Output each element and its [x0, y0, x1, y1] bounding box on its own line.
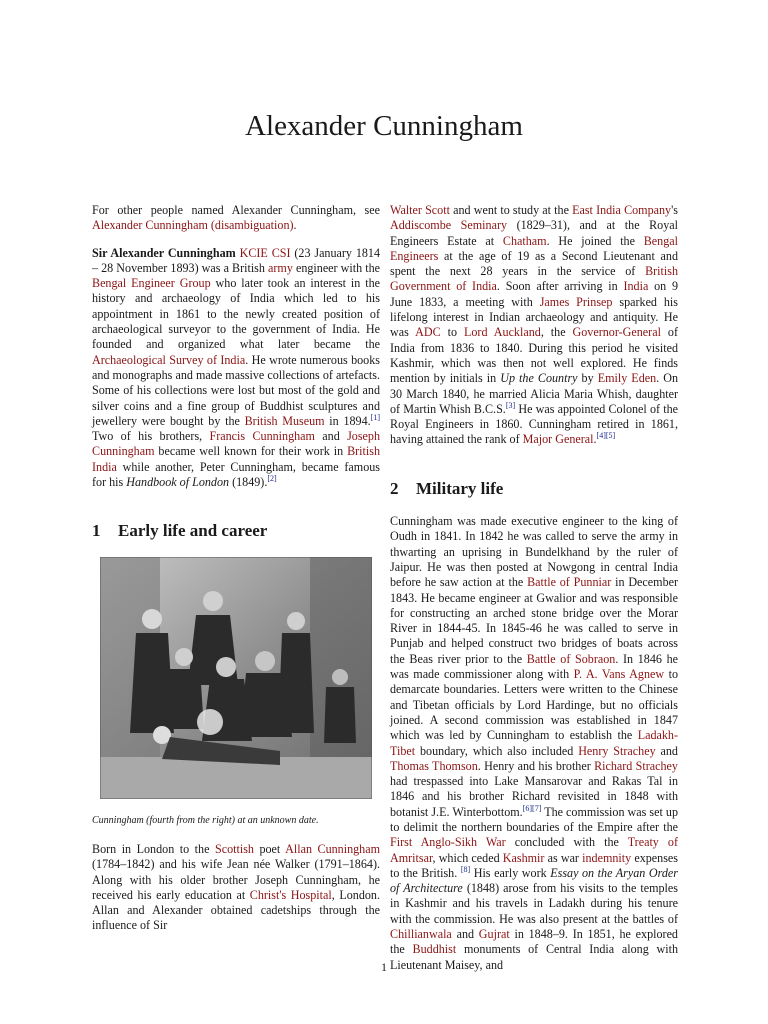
text-run: . Soon after arriving in — [496, 279, 624, 294]
governor-general-link[interactable]: Governor-General — [572, 325, 661, 340]
group-photograph — [100, 557, 372, 799]
east-india-company-link[interactable]: East India Company — [572, 203, 672, 217]
text-run: , which ceded — [432, 850, 503, 865]
text-run: He was appointed Colonel of the Royal Engineers in 1860. Cunningham retired in 1861, having attained the rank of — [390, 401, 678, 447]
british-museum-link[interactable]: British Museum — [244, 413, 325, 428]
british-government-link[interactable]: British Government of India — [390, 264, 678, 294]
reference-1[interactable]: [1] — [370, 412, 380, 422]
vans-agnew-link[interactable]: P. A. Vans Agnew — [573, 667, 665, 682]
hatnote-text: For other people named Alexander Cunningham, see — [92, 203, 380, 217]
text-run: boundary, which also included — [415, 743, 579, 758]
adc-link[interactable]: ADC — [415, 325, 441, 340]
text-run: . He joined the — [546, 233, 644, 248]
text-run: (1849). — [229, 475, 268, 490]
thomas-thomson-link[interactable]: Thomas Thomson — [390, 758, 478, 773]
francis-cunningham-link[interactable]: Francis Cunningham — [209, 429, 315, 444]
text-run: (1829–31), and at the Royal Engineers Estate at — [390, 218, 678, 248]
text-run: (1848) arose from his visits to the temples in Kashmir and his travels in Ladakh during his tenure with the commission. He was also present at the battles of — [390, 881, 678, 926]
text-run: (1784–1842) and his wife Jean née Walker (1791–1864). Along with his older brother Joseph Cunningham, he received his early education at — [92, 857, 380, 902]
text-run: . — [593, 432, 597, 447]
section-heading-military-life — [390, 478, 678, 498]
text-run: (23 January 1814 – 28 November 1893) was a British — [92, 245, 381, 275]
kcie-link[interactable]: KCIE — [239, 245, 268, 260]
indemnity-link[interactable]: indemnity — [582, 850, 632, 865]
text-run: Born in London to the — [92, 841, 215, 856]
chillianwala-link[interactable]: Chillianwala — [390, 927, 452, 942]
page-number: 1 — [381, 960, 387, 974]
text-run: to — [440, 325, 464, 340]
book-title: Handbook of London — [126, 475, 230, 490]
walter-scott-link[interactable]: Walter Scott — [390, 203, 450, 217]
scottish-link[interactable]: Scottish — [214, 841, 254, 856]
military-paragraph — [390, 514, 678, 973]
india-link[interactable]: India — [623, 279, 649, 294]
text-run: on 9 June 1833, a meeting with — [390, 279, 678, 309]
text-run: and — [451, 927, 479, 942]
book-title: Up the Country — [500, 371, 578, 386]
reference-6-7[interactable]: [6][7] — [522, 803, 542, 813]
emily-eden-link[interactable]: Emily Eden — [597, 371, 657, 386]
henry-strachey-link[interactable]: Henry Strachey — [578, 743, 656, 758]
buddhist-link[interactable]: Buddhist — [412, 942, 457, 957]
major-general-link[interactable]: Major General — [522, 432, 594, 447]
battle-of-sobraon-link[interactable]: Battle of Sobraon — [526, 651, 616, 666]
text-run: poet — [253, 841, 286, 856]
text-run: to demarcate boundaries. Letters were written to the Chinese and Tibetan officials by Lord Hardinge, but no officials joined. A second commission was established in 1847 which was led by Cunningham to establish the — [390, 667, 678, 743]
bengal-engineer-group-link[interactable]: Bengal Engineer Group — [92, 276, 211, 291]
ladakh-tibet-link[interactable]: Ladakh-Tibet — [390, 728, 678, 758]
christs-hospital-link[interactable]: Christ's Hospital — [249, 887, 332, 902]
reference-8[interactable]: [8] — [460, 864, 471, 874]
text-run: Cunningham was made executive engineer to the king of Oudh in 1841. In 1842 he was called to serve the army in thwarting an uprising in Bundelkhand by the ruler of Jaipur. He was then posted at Nowgong in central India before he saw action at the — [390, 514, 678, 590]
reference-3[interactable]: [3] — [505, 400, 516, 410]
text-run: The commission was set up to delimit the northern boundaries of the Empire after the — [390, 804, 678, 834]
book-title: Essay on the Aryan Order of Architecture — [390, 865, 679, 896]
photo-illustration — [100, 557, 372, 799]
addiscombe-seminary-link[interactable]: Addiscombe Seminary — [390, 218, 508, 233]
text-run: while another, Peter Cunningham, became famous for his — [92, 459, 380, 490]
text-run: as war — [544, 850, 583, 865]
text-run: . In 1846 he was made commissioner along with — [390, 651, 678, 682]
text-run: . On 30 March 1840, he married Alicia Maria Whish, daughter of Martin Whish B.C.S. — [390, 371, 679, 416]
left-column — [92, 203, 380, 934]
right-column — [390, 203, 678, 973]
lord-auckland-link[interactable]: Lord Auckland — [463, 325, 541, 340]
text-run: engineer with the — [292, 260, 380, 275]
battle-of-punniar-link[interactable]: Battle of Punniar — [527, 575, 612, 590]
text-run: monuments of Central India along with Lieutenant Maisey, and — [390, 942, 678, 972]
bengal-engineers-link[interactable]: Bengal Engineers — [390, 233, 678, 263]
text-run: and — [655, 743, 678, 758]
section-number: 2 — [390, 478, 399, 498]
section-title: Early life and career — [118, 521, 268, 541]
allan-cunningham-link[interactable]: Allan Cunningham — [285, 841, 381, 856]
british-india-link[interactable]: British India — [92, 444, 380, 474]
section-number: 1 — [92, 521, 101, 541]
figure-caption: Cunningham (fourth from the right) at an unknown date. — [92, 814, 319, 826]
subject-name: Sir Alexander Cunningham — [92, 245, 236, 260]
section-title: Military life — [416, 478, 504, 498]
text-run: . He wrote numerous books and monographs and made massive collections of artefacts. Some of his collections were lost but most of the gold and silver coins and a fine group of Buddhist sculptures and jewellery were bought by the — [92, 352, 380, 428]
early-life-paragraph-continued — [390, 203, 678, 448]
section-heading-early-life — [92, 521, 380, 541]
text-run: His early work — [470, 865, 551, 880]
text-run: concluded with the — [505, 835, 628, 850]
text-run: by — [577, 371, 598, 386]
text-run: expenses to the British. — [390, 850, 678, 880]
kashmir-link[interactable]: Kashmir — [502, 850, 545, 865]
page-title: Alexander Cunningham — [245, 110, 523, 142]
text-run: and — [314, 429, 348, 444]
richard-strachey-link[interactable]: Richard Strachey — [594, 758, 678, 773]
text-run: Two of his brothers, — [92, 429, 210, 444]
gujrat-link[interactable]: Gujrat — [478, 927, 510, 942]
reference-4-5[interactable]: [4][5] — [596, 431, 616, 441]
text-run: sparked his lifelong interest in Indian archaeology and antiquity. He was — [390, 294, 678, 340]
text-run: in December 1843. He became engineer at Gwalior and was responsible for constructing an arched stone bridge over the Morar River in 1844-45. In 1845-46 he was called to serve in Punjab and helped construct two bridges of boats across the Beas river prior to the — [390, 575, 679, 666]
text-run: 's — [671, 203, 678, 217]
text-run: in 1848–9. In 1851, he explored the — [390, 927, 678, 957]
archaeological-survey-link[interactable]: Archaeological Survey of India — [92, 352, 246, 367]
james-prinsep-link[interactable]: James Prinsep — [539, 294, 613, 309]
csi-link[interactable]: CSI — [271, 245, 291, 260]
text-run: became well known for their work in — [154, 444, 348, 459]
text-run: at the age of 19 as a Second Lieutenant and spent the next 28 years in the service of — [390, 248, 678, 279]
text-run: and went to study at the — [449, 203, 573, 217]
disambiguation-link[interactable]: Alexander Cunningham (disambiguation) — [92, 218, 294, 233]
treaty-of-amritsar-link[interactable]: Treaty of Amritsar — [390, 835, 678, 865]
text-run: , London. Allan and Alexander obtained cadetships through the influence of Sir — [92, 887, 380, 933]
first-anglo-sikh-war-link[interactable]: First Anglo-Sikh War — [390, 835, 506, 850]
text-run: in 1894. — [324, 413, 371, 428]
chatham-link[interactable]: Chatham — [502, 233, 547, 248]
text-run: , the — [540, 325, 573, 340]
text-run: of India from 1836 to 1840. During this period he visited Kashmir, which was then not well explored. He finds mention by initials in — [390, 325, 678, 386]
army-link[interactable]: army — [268, 260, 293, 275]
text-run: . Henry and his brother — [477, 758, 595, 773]
intro-paragraph — [92, 246, 380, 491]
joseph-cunningham-link[interactable]: Joseph Cunningham — [92, 429, 380, 459]
reference-2[interactable]: [2] — [267, 474, 277, 484]
text-run: who later took an interest in the history and archaeology of India which led to his appointment in 1861 to the newly created position of archaeological surveyor to the government of India. He founded and organized what later became the — [92, 276, 381, 352]
hatnote-end: . — [293, 218, 297, 233]
early-life-paragraph — [92, 842, 380, 934]
text-run: had trespassed into Lake Mansarovar and Rakas Tal in 1846 and his brother Richard revisited in 1848 with botanist J.E. Winterbottom. — [390, 774, 678, 819]
hatnote — [92, 203, 380, 234]
